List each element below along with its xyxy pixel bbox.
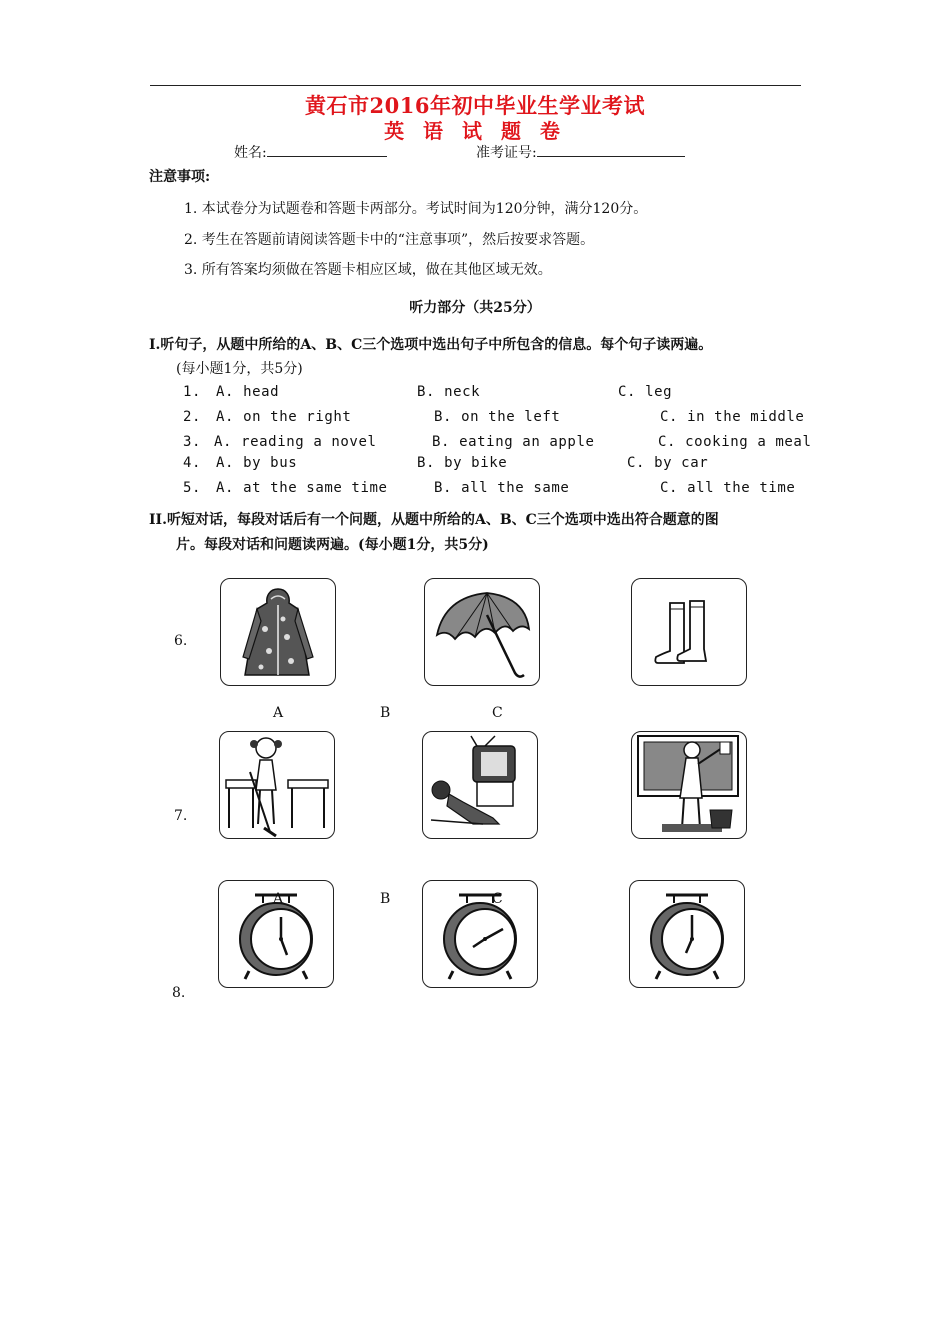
note-item: 2. 考生在答题前请阅读答题卡中的“注意事项”，然后按要求答题。	[184, 232, 595, 248]
question-6-number: 6.	[174, 633, 188, 649]
option-b[interactable]: B. eating an apple	[432, 434, 595, 450]
note-item: 3. 所有答案均须做在答题卡相应区域，做在其他区域无效。	[184, 262, 552, 278]
label-c: C	[492, 891, 503, 907]
boy-watching-tv-icon	[423, 732, 537, 838]
part2-instruction: II.听短对话，每段对话后有一个问题，从题中所给的A、B、C三个选项中选出符合题意的图	[149, 512, 719, 528]
question-8-number: 8.	[172, 985, 186, 1001]
header-rule	[150, 85, 801, 86]
umbrella-picture[interactable]	[424, 578, 540, 686]
girl-sweeping-icon	[220, 732, 334, 838]
clock-b-picture[interactable]	[422, 880, 538, 988]
option-c[interactable]: C. cooking a meal	[658, 434, 812, 450]
exam-title: 黄石市2016年初中毕业生学业考试	[305, 93, 645, 118]
option-c[interactable]: C. in the middle	[660, 409, 805, 425]
note-item: 1. 本试卷分为试题卷和答题卡两部分。考试时间为120分钟，满分120分。	[184, 201, 648, 217]
rain-boots-icon	[632, 579, 746, 685]
id-field[interactable]	[476, 142, 685, 162]
question-number: 5.	[183, 480, 202, 496]
listening-heading: 听力部分（共25分）	[409, 300, 541, 316]
alarm-clock-icon	[423, 881, 537, 987]
option-c[interactable]: C. leg	[618, 384, 673, 400]
option-c[interactable]: C. by car	[627, 455, 709, 471]
alarm-clock-icon	[630, 881, 744, 987]
girl-cleaning-window-icon	[632, 732, 746, 838]
question-number: 1.	[183, 384, 202, 400]
sweeping-picture[interactable]	[219, 731, 335, 839]
part2-instruction-cont: 片。每段对话和问题读两遍。(每小题1分，共5分)	[176, 537, 489, 553]
boots-picture[interactable]	[631, 578, 747, 686]
option-a[interactable]: A. on the right	[216, 409, 352, 425]
question-number: 2.	[183, 409, 202, 425]
part1-instruction: I.听句子，从题中所给的A、B、C三个选项中选出句子中所包含的信息。每个句子读两遍。	[149, 337, 713, 353]
id-label: 准考证号:	[476, 145, 537, 161]
clock-c-picture[interactable]	[629, 880, 745, 988]
window-picture[interactable]	[631, 731, 747, 839]
option-b[interactable]: B. neck	[417, 384, 481, 400]
option-c[interactable]: C. all the time	[660, 480, 796, 496]
label-b: B	[380, 705, 391, 721]
option-a[interactable]: A. reading a novel	[214, 434, 377, 450]
name-field[interactable]	[234, 142, 387, 162]
part1-instruction-score: (每小题1分，共5分)	[176, 361, 303, 377]
notes-heading: 注意事项:	[149, 169, 211, 185]
option-b[interactable]: B. all the same	[434, 480, 570, 496]
option-a[interactable]: A. head	[216, 384, 280, 400]
label-c: C	[492, 705, 503, 721]
name-blank[interactable]	[267, 142, 387, 157]
option-b[interactable]: B. by bike	[417, 455, 508, 471]
id-blank[interactable]	[537, 142, 685, 157]
option-b[interactable]: B. on the left	[434, 409, 561, 425]
umbrella-icon	[425, 579, 539, 685]
exam-subtitle: 英 语 试 题 卷	[384, 119, 566, 143]
label-a: A	[273, 891, 284, 907]
raincoat-picture[interactable]	[220, 578, 336, 686]
name-label: 姓名:	[234, 145, 267, 161]
option-a[interactable]: A. at the same time	[216, 480, 388, 496]
label-a: A	[273, 705, 284, 721]
option-a[interactable]: A. by bus	[216, 455, 298, 471]
question-7-number: 7.	[174, 808, 188, 824]
question-number: 4.	[183, 455, 202, 471]
tv-picture[interactable]	[422, 731, 538, 839]
question-number: 3.	[183, 434, 202, 450]
raincoat-icon	[221, 579, 335, 685]
label-b: B	[380, 891, 391, 907]
